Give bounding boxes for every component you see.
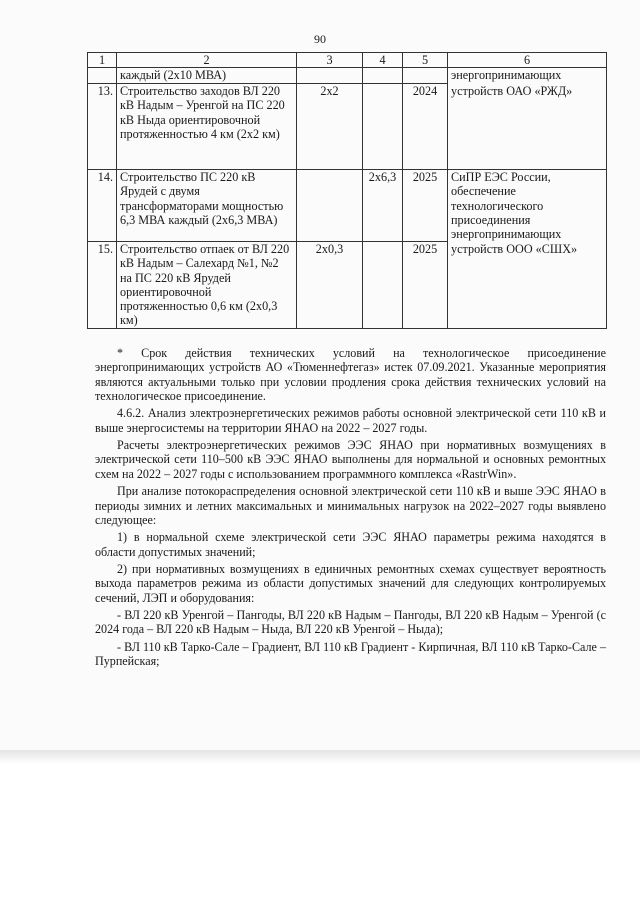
row-number: 14.	[88, 170, 117, 242]
row-number: 15.	[88, 242, 117, 329]
footnote-paragraph: * Срок действия технических условий на технологическое присоединение энергопринимающих устройств АО «Тюменнефтегаз» истек 07.09.2021. Указанные мероприятия являются актуальными только при условии продления срока действия технических условий на технологическое присоединение.	[95, 346, 606, 403]
row-description: Строительство заходов ВЛ 220 кВ Надым – Уренгой на ПС 220 кВ Ныда ориентировочной протяженностью 4 км (2х2 км)	[117, 84, 297, 170]
row-col4: 2х6,3	[363, 170, 403, 242]
table-header-cell: 2	[117, 53, 297, 68]
table-header-cell: 4	[363, 53, 403, 68]
page-edge-shadow	[0, 750, 640, 764]
row-col3: 2х2	[297, 84, 363, 170]
row-note: устройств ОАО «РЖД»	[448, 84, 607, 170]
row-description: Строительство отпаек от ВЛ 220 кВ Надым – Салехард №1, №2 на ПС 220 кВ Ярудей ориентировочной протяженностью 0,6 км (2х0,3 км)	[117, 242, 297, 329]
body-text	[95, 346, 606, 672]
row-year	[403, 68, 448, 84]
table-header-cell: 6	[448, 53, 607, 68]
table-row	[88, 170, 607, 242]
row-number: 13.	[88, 84, 117, 170]
row-description: каждый (2х10 МВА)	[117, 68, 297, 84]
table-header-cell: 1	[88, 53, 117, 68]
row-year: 2024	[403, 84, 448, 170]
row-col3	[297, 170, 363, 242]
row-note: СиПР ЕЭС России, обеспечение технологического присоединения энергопринимающих	[448, 170, 607, 242]
table-row	[88, 242, 607, 329]
row-number	[88, 68, 117, 84]
row-col4	[363, 242, 403, 329]
table-header-cell: 3	[297, 53, 363, 68]
row-note: энергопринимающих	[448, 68, 607, 84]
row-note: устройств ООО «СШХ»	[448, 242, 607, 329]
list-item: - ВЛ 110 кВ Тарко-Сале – Градиент, ВЛ 110 кВ Градиент - Кирпичная, ВЛ 110 кВ Тарко-Сале – Пурпейская;	[95, 639, 606, 669]
paragraph: При анализе потокораспределения основной электрической сети 110 кВ и выше ЭЭС ЯНАО в периоды зимних и летних максимальных и минимальных нагрузок на 2022–2027 годы выявлено следующее:	[95, 484, 606, 527]
table-row	[88, 68, 607, 84]
row-col4	[363, 84, 403, 170]
section-heading: 4.6.2. Анализ электроэнергетических режимов работы основной электрической сети 110 кВ и выше энергосистемы на территории ЯНАО на 2022 – 2027 годы.	[95, 406, 606, 435]
list-item: 2) при нормативных возмущениях в единичных ремонтных схемах существует вероятность выхода параметров режима из области допустимых значений для следующих контролируемых сечений, ЛЭП и оборудования:	[95, 562, 606, 605]
row-col4	[363, 68, 403, 84]
row-year: 2025	[403, 170, 448, 242]
list-item: - ВЛ 220 кВ Уренгой – Пангоды, ВЛ 220 кВ Надым – Пангоды, ВЛ 220 кВ Надым – Уренгой (с 2024 года – ВЛ 220 кВ Надым – Ныда, ВЛ 220 кВ Уренгой – Ныда);	[95, 608, 606, 637]
table-header-cell: 5	[403, 53, 448, 68]
row-year: 2025	[403, 242, 448, 329]
row-col3: 2х0,3	[297, 242, 363, 329]
data-table	[87, 52, 607, 329]
table-header-row	[88, 53, 607, 68]
paragraph: Расчеты электроэнергетических режимов ЭЭС ЯНАО при нормативных возмущениях в электрической сети 110–500 кВ ЭЭС ЯНАО выполнены для нормальной и основных ремонтных схем на 2022 – 2027 годы с использованием программного комплекса «RastrWin».	[95, 438, 606, 481]
list-item: 1) в нормальной схеме электрической сети ЭЭС ЯНАО параметры режима находятся в области допустимых значений;	[95, 530, 606, 559]
row-col3	[297, 68, 363, 84]
page-number: 90	[314, 32, 326, 46]
table-row	[88, 84, 607, 170]
row-description: Строительство ПС 220 кВ Ярудей с двумя трансформаторами мощностью 6,3 МВА каждый (2х6,3 МВА)	[117, 170, 297, 242]
